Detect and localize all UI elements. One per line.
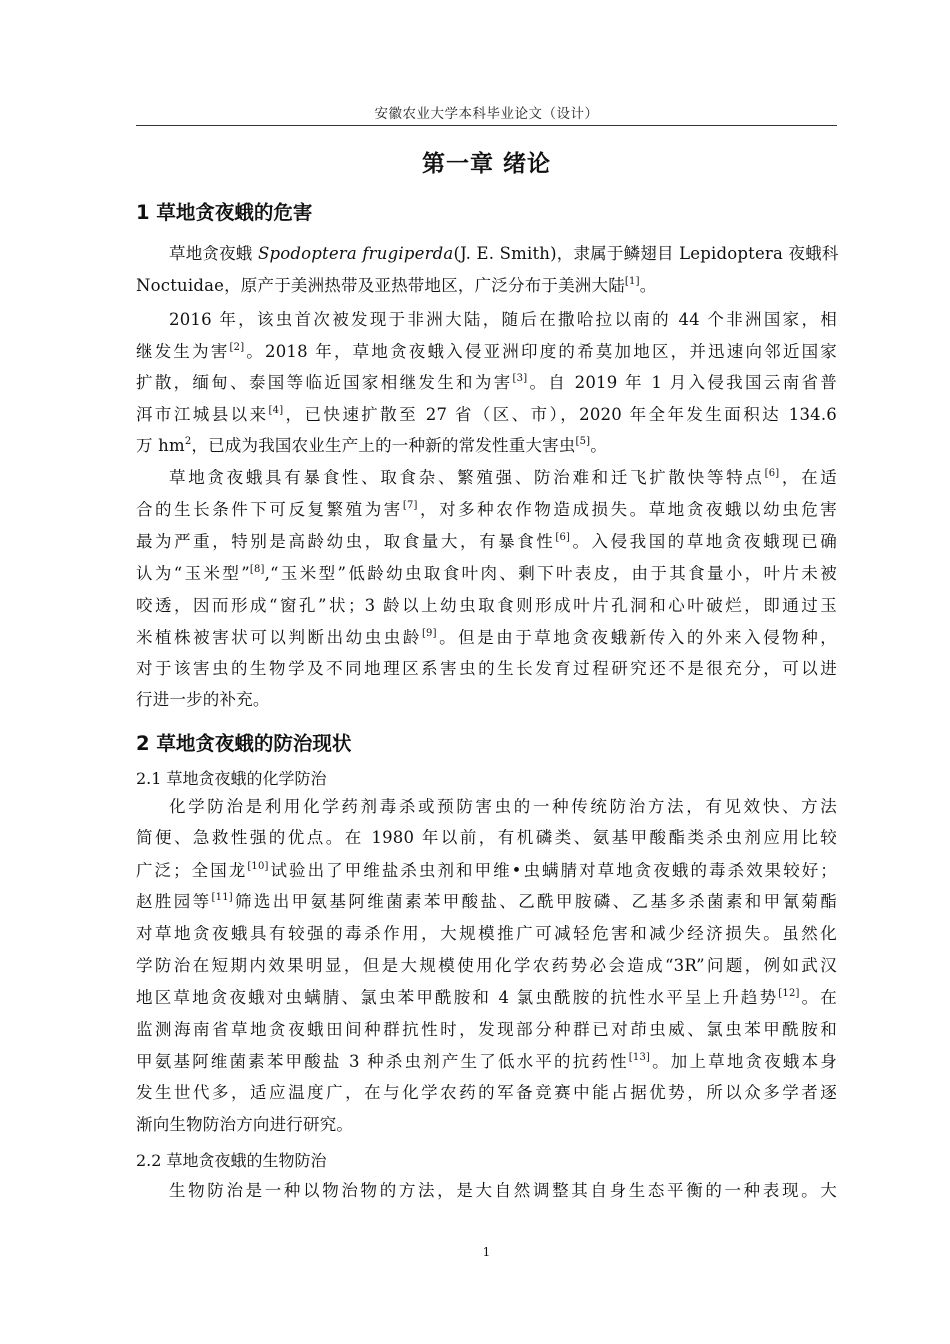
- citation: [9]: [421, 628, 437, 639]
- paragraph-line: Noctuidae，原产于美洲热带及亚热带地区，广泛分布于美洲大陆[1]。: [136, 276, 657, 295]
- paragraph-line: 咬透，因而形成“窗孔”状；3 龄以上幼虫取食则形成叶片孔洞和心叶破烂，即通过玉: [136, 596, 837, 615]
- paragraph-line: 广泛；全国龙[10]试验出了甲维盐杀虫剂和甲维•虫螨腈对草地贪夜蛾的毒杀效果较好；: [136, 861, 838, 880]
- citation: [11]: [211, 892, 233, 903]
- paragraph-line: 监测海南省草地贪夜蛾田间种群抗性时，发现部分种群已对茚虫威、氯虫苯甲酰胺和: [136, 1020, 837, 1039]
- paragraph-line: 发生世代多，适应温度广，在与化学农药的军备竞赛中能占据优势，所以众多学者逐: [136, 1083, 837, 1102]
- citation: [6]: [764, 468, 780, 479]
- paragraph-line: 米植株被害状可以判断出幼虫虫龄[9]。但是由于草地贪夜蛾新传入的外来入侵物种，: [136, 628, 838, 647]
- page-number: 1: [482, 1245, 491, 1259]
- subsection-heading-2-2: 2.2 草地贪夜蛾的生物防治: [136, 1151, 327, 1170]
- superscript: 2: [184, 436, 192, 447]
- paragraph-line: 扩散，缅甸、泰国等临近国家相继发生和为害[3]。自 2019 年 1 月入侵我国云南省普: [136, 373, 838, 392]
- citation: [5]: [575, 436, 591, 447]
- chapter-title: 第一章 绪论: [421, 151, 551, 177]
- citation: [12]: [778, 988, 800, 999]
- paragraph-line: 万 $hm^2$，已成为我国农业生产上的一种新的常发性重大害虫[5]。: [136, 436, 607, 455]
- subsection-heading-2-1: 2.1 草地贪夜蛾的化学防治: [136, 769, 327, 788]
- citation: [6]: [555, 532, 571, 543]
- paragraph-line: 渐向生物防治方向进行研究。: [136, 1115, 354, 1134]
- paragraph-line: 合的生长条件下可反复繁殖为害[7]，对多种农作物造成损失。草地贪夜蛾以幼虫危害: [136, 500, 837, 519]
- citation: [13]: [628, 1052, 651, 1063]
- paragraph-line: 洱市江城县以来[4]，已快速扩散至 27 省（区、市），2020 年全年发生面积达 134.6: [136, 405, 837, 424]
- paragraph-line: 地区草地贪夜蛾对虫螨腈、氯虫苯甲酰胺和 4 氯虫酰胺的抗性水平呈上升趋势[12]。在: [136, 988, 838, 1007]
- paragraph-line: 最为严重，特别是高龄幼虫，取食量大，有暴食性[6]。入侵我国的草地贪夜蛾现已确: [136, 532, 837, 551]
- citation: [1]: [624, 276, 640, 287]
- paragraph-line: 化学防治是利用化学药剂毒杀或预防害虫的一种传统防治方法，有见效快、方法: [169, 797, 837, 816]
- paragraph-line: 生物防治是一种以物治物的方法，是大自然调整其自身生态平衡的一种表现。大: [169, 1181, 837, 1200]
- paragraph-line: 2016 年，该虫首次被发现于非洲大陆，随后在撒哈拉以南的 44 个非洲国家，相: [169, 310, 837, 329]
- paragraph-line: 认为“玉米型”[8],“玉米型”低龄幼虫取食叶肉、剩下叶表皮，由于其食量小，叶片未被: [136, 564, 837, 583]
- paragraph-line: 对草地贪夜蛾具有较强的毒杀作用，大规模推广可减轻危害和减少经济损失。虽然化: [136, 924, 837, 943]
- header-rule: [136, 125, 837, 126]
- section-heading-1: 1 草地贪夜蛾的危害: [136, 201, 313, 224]
- running-header: 安徽农业大学本科毕业论文（设计）: [374, 106, 599, 122]
- paragraph-line: 行进一步的补充。: [136, 690, 270, 709]
- citation: [7]: [402, 500, 418, 511]
- paragraph-line: 继发生为害[2]。2018 年，草地贪夜蛾入侵亚洲印度的希莫加地区，并迅速向邻近国家: [136, 342, 837, 361]
- paragraph-line: 学防治在短期内效果明显，但是大规模使用化学农药势必会造成“3R”问题，例如武汉: [136, 956, 837, 975]
- paragraph-line: 草地贪夜蛾 Spodoptera frugiperda(J. E. Smith)，隶属于鳞翅目 Lepidoptera 夜蛾科: [169, 244, 839, 263]
- paragraph-line: 对于该害虫的生物学及不同地理区系害虫的生长发育过程研究还不是很充分，可以进: [136, 659, 837, 678]
- citation: [8]: [249, 564, 265, 575]
- paragraph-line: 草地贪夜蛾具有暴食性、取食杂、繁殖强、防治难和迁飞扩散快等特点[6]，在适: [169, 468, 837, 487]
- section-heading-2: 2 草地贪夜蛾的防治现状: [136, 732, 352, 755]
- citation: [3]: [512, 373, 528, 384]
- paragraph-line: 赵胜园等[11]筛选出甲氨基阿维菌素苯甲酸盐、乙酰甲胺磷、乙基多杀菌素和甲氰菊酯: [136, 892, 837, 911]
- citation: [2]: [229, 342, 245, 353]
- citation: [10]: [247, 861, 269, 872]
- citation: [4]: [268, 405, 284, 416]
- paragraph-line: 甲氨基阿维菌素苯甲酸盐 3 种杀虫剂产生了低水平的抗药性[13]。加上草地贪夜蛾本身: [136, 1052, 837, 1071]
- paragraph-line: 简便、急救性强的优点。在 1980 年以前，有机磷类、氨基甲酸酯类杀虫剂应用比较: [136, 828, 837, 847]
